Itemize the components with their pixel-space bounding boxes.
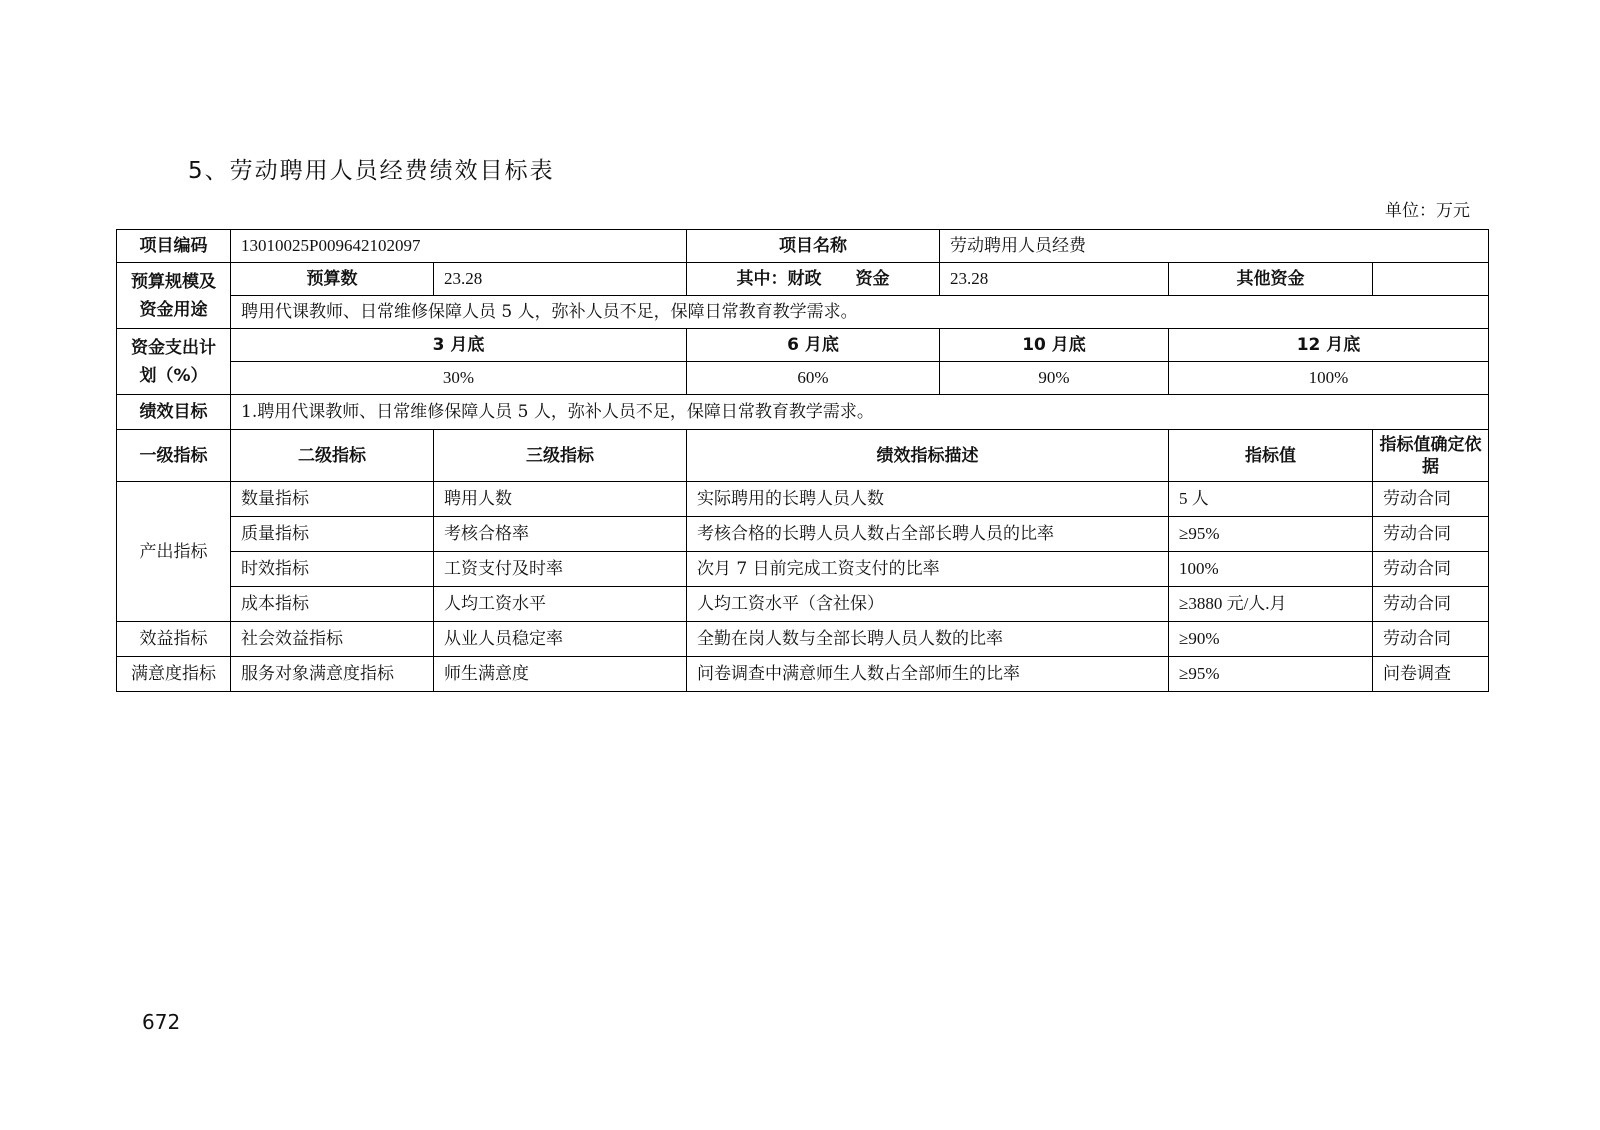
level2-cell: 数量指标 — [231, 482, 434, 517]
budget-amount-label: 预算数 — [231, 263, 434, 296]
level3-cell: 从业人员稳定率 — [434, 622, 687, 657]
description-cell: 实际聘用的长聘人员人数 — [687, 482, 1169, 517]
value-cell: ≥95% — [1169, 657, 1373, 692]
basis-cell: 劳动合同 — [1373, 587, 1489, 622]
plan-values-row — [117, 362, 1489, 395]
level2-cell: 时效指标 — [231, 552, 434, 587]
description-cell: 问卷调查中满意师生人数占全部师生的比率 — [687, 657, 1169, 692]
plan-value-1: 30% — [231, 362, 687, 395]
project-code-label: 项目编码 — [117, 230, 231, 263]
header-level3: 三级指标 — [434, 430, 687, 482]
budget-amount-value: 23.28 — [434, 263, 687, 296]
value-cell: ≥90% — [1169, 622, 1373, 657]
plan-period-4: 12 月底 — [1169, 329, 1489, 362]
level2-cell: 质量指标 — [231, 517, 434, 552]
header-level2: 二级指标 — [231, 430, 434, 482]
table-row — [117, 622, 1489, 657]
header-description: 绩效指标描述 — [687, 430, 1169, 482]
plan-period-2: 6 月底 — [687, 329, 940, 362]
basis-cell: 劳动合同 — [1373, 622, 1489, 657]
unit-label: 单位：万元 — [1385, 201, 1470, 221]
budget-fiscal-value: 23.28 — [940, 263, 1169, 296]
table-row — [117, 517, 1489, 552]
level3-cell: 人均工资水平 — [434, 587, 687, 622]
page-title: 5、劳动聘用人员经费绩效目标表 — [188, 158, 555, 184]
value-cell: ≥95% — [1169, 517, 1373, 552]
level2-cell: 服务对象满意度指标 — [231, 657, 434, 692]
basis-cell: 劳动合同 — [1373, 517, 1489, 552]
budget-other-value — [1373, 263, 1489, 296]
header-basis: 指标值确定依据 — [1373, 430, 1489, 482]
header-value: 指标值 — [1169, 430, 1373, 482]
level3-cell: 师生满意度 — [434, 657, 687, 692]
page-number: 672 — [142, 1010, 181, 1034]
level3-cell: 工资支付及时率 — [434, 552, 687, 587]
plan-value-4: 100% — [1169, 362, 1489, 395]
budget-usage-text: 聘用代课教师、日常维修保障人员 5 人，弥补人员不足，保障日常教育教学需求。 — [231, 296, 1489, 329]
level1-output: 产出指标 — [117, 482, 231, 622]
level2-cell: 社会效益指标 — [231, 622, 434, 657]
level3-cell: 考核合格率 — [434, 517, 687, 552]
project-code-value: 13010025P009642102097 — [231, 230, 687, 263]
budget-label: 预算规模及资金用途 — [117, 263, 231, 329]
plan-value-3: 90% — [940, 362, 1169, 395]
project-name-value: 劳动聘用人员经费 — [940, 230, 1489, 263]
value-cell: 5 人 — [1169, 482, 1373, 517]
basis-cell: 劳动合同 — [1373, 482, 1489, 517]
table-row — [117, 552, 1489, 587]
header-level1: 一级指标 — [117, 430, 231, 482]
table-row — [117, 482, 1489, 517]
description-cell: 人均工资水平（含社保） — [687, 587, 1169, 622]
level1-satisfaction: 满意度指标 — [117, 657, 231, 692]
level1-benefit: 效益指标 — [117, 622, 231, 657]
description-cell: 考核合格的长聘人员人数占全部长聘人员的比率 — [687, 517, 1169, 552]
plan-period-3: 10 月底 — [940, 329, 1169, 362]
table-row — [117, 587, 1489, 622]
project-name-label: 项目名称 — [687, 230, 940, 263]
level3-cell: 聘用人数 — [434, 482, 687, 517]
plan-value-2: 60% — [687, 362, 940, 395]
description-cell: 次月 7 日前完成工资支付的比率 — [687, 552, 1169, 587]
budget-fiscal-label: 其中：财政 资金 — [687, 263, 940, 296]
description-cell: 全勤在岗人数与全部长聘人员人数的比率 — [687, 622, 1169, 657]
goal-text: 1.聘用代课教师、日常维修保障人员 5 人，弥补人员不足，保障日常教育教学需求。 — [231, 395, 1489, 430]
budget-other-label: 其他资金 — [1169, 263, 1373, 296]
value-cell: 100% — [1169, 552, 1373, 587]
goal-label: 绩效目标 — [117, 395, 231, 430]
plan-period-1: 3 月底 — [231, 329, 687, 362]
value-cell: ≥3880 元/人.月 — [1169, 587, 1373, 622]
plan-label: 资金支出计划（%） — [117, 329, 231, 395]
basis-cell: 问卷调查 — [1373, 657, 1489, 692]
plan-periods-row — [117, 329, 1489, 362]
level2-cell: 成本指标 — [231, 587, 434, 622]
project-row — [117, 230, 1489, 263]
budget-usage-row — [117, 296, 1489, 329]
performance-target-table — [116, 229, 1489, 692]
indicator-header-row — [117, 430, 1489, 482]
goal-row — [117, 395, 1489, 430]
basis-cell: 劳动合同 — [1373, 552, 1489, 587]
table-row — [117, 657, 1489, 692]
budget-row — [117, 263, 1489, 296]
